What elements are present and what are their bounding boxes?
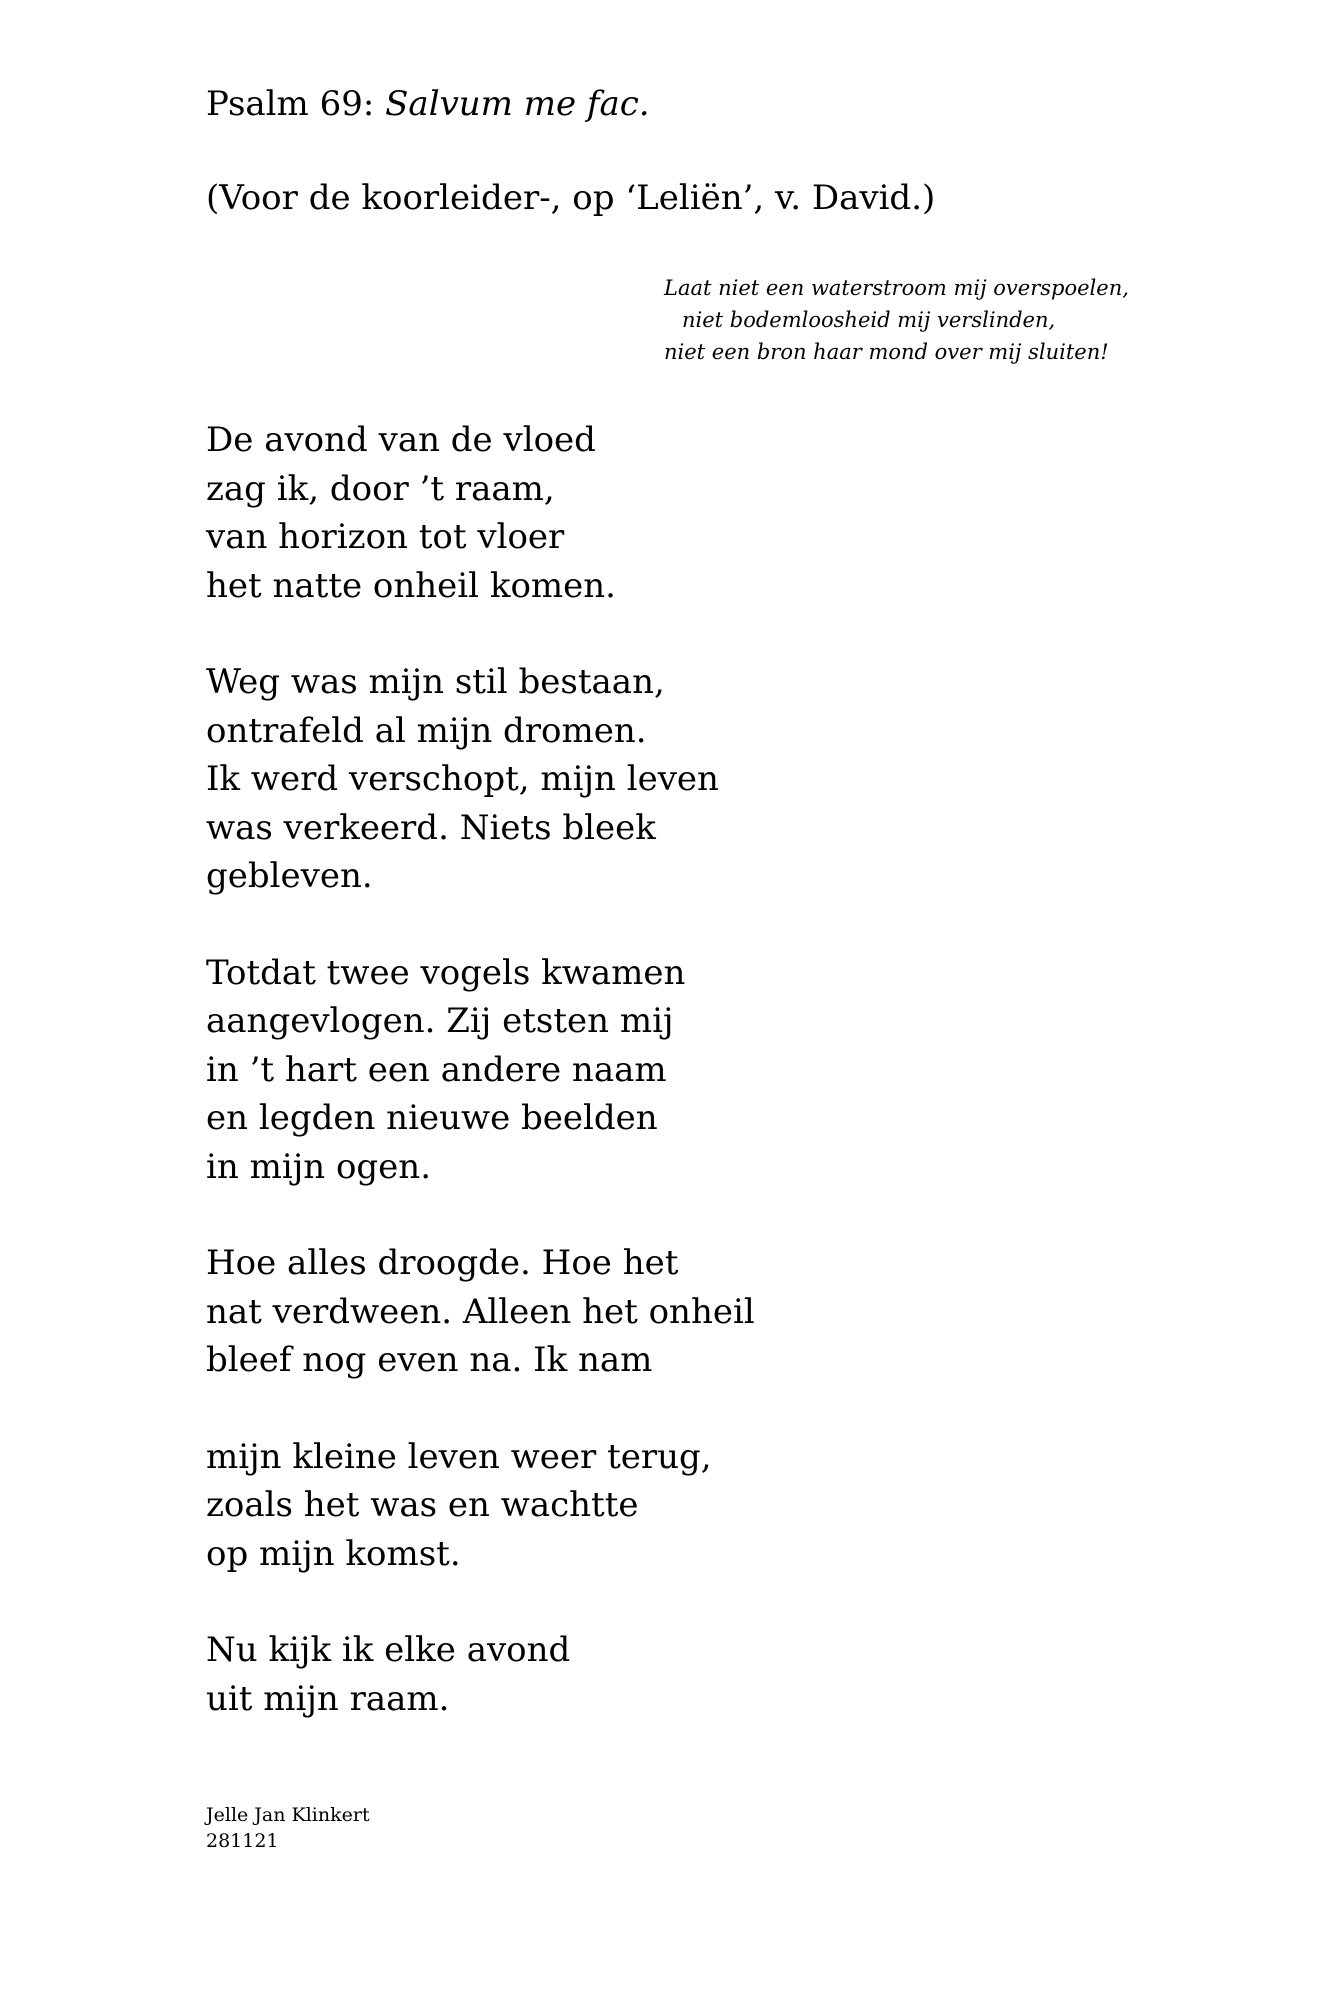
poem-line: uit mijn raam. bbox=[206, 1678, 450, 1719]
date-code: 281121 bbox=[206, 1830, 279, 1852]
title-italic: Salvum me fac. bbox=[385, 84, 650, 124]
poem-line: en legden nieuwe beelden bbox=[206, 1098, 658, 1138]
stanza bbox=[206, 949, 755, 1192]
epigraph-line: niet bodemloosheid mij verslinden, bbox=[682, 308, 1056, 332]
poem-line: van horizon tot vloer bbox=[206, 517, 565, 557]
poem-line: ontrafeld al mijn dromen. bbox=[206, 710, 647, 751]
epigraph bbox=[664, 272, 1129, 368]
poem-line: De avond van de vloed bbox=[206, 420, 596, 460]
poem-line: Totdat twee vogels kwamen bbox=[206, 952, 686, 993]
stanza bbox=[206, 1433, 755, 1579]
poem-line: aangevlogen. Zij etsten mij bbox=[206, 1001, 674, 1041]
subtitle: (Voor de koorleider-, op ‘Leliën’, v. David.) bbox=[206, 178, 936, 218]
stanza bbox=[206, 1239, 755, 1385]
poem-line: Nu kijk ik elke avond bbox=[206, 1630, 571, 1670]
poem-line: in ’t hart een andere naam bbox=[206, 1049, 667, 1090]
stanza bbox=[206, 1626, 755, 1723]
poem-body bbox=[206, 416, 755, 1771]
poem-line: Weg was mijn stil bestaan, bbox=[206, 662, 665, 702]
poem-line: in mijn ogen. bbox=[206, 1146, 432, 1187]
poem-line: was verkeerd. Niets bleek bbox=[206, 807, 656, 848]
poem-line: gebleven. bbox=[206, 856, 373, 896]
stanza bbox=[206, 658, 755, 901]
poem-line: Hoe alles droogde. Hoe het bbox=[206, 1243, 679, 1283]
epigraph-line: niet een bron haar mond over mij sluiten! bbox=[664, 340, 1109, 364]
poem-line: bleef nog even na. Ik nam bbox=[206, 1340, 653, 1380]
stanza bbox=[206, 416, 755, 610]
page-title bbox=[206, 82, 650, 126]
epigraph-line: Laat niet een waterstroom mij overspoelen, bbox=[664, 276, 1129, 300]
poem-line: op mijn komst. bbox=[206, 1533, 461, 1574]
poem-line: nat verdween. Alleen het onheil bbox=[206, 1291, 755, 1332]
poem-line: mijn kleine leven weer terug, bbox=[206, 1436, 712, 1477]
author-name: Jelle Jan Klinkert bbox=[206, 1804, 370, 1826]
poem-line: Ik werd verschopt, mijn leven bbox=[206, 759, 719, 799]
title-prefix: Psalm 69: bbox=[206, 84, 386, 124]
poem-line: zoals het was en wachtte bbox=[206, 1485, 639, 1525]
signature bbox=[206, 1802, 370, 1854]
poem-line: zag ik, door ’t raam, bbox=[206, 468, 555, 509]
poem-line: het natte onheil komen. bbox=[206, 565, 616, 606]
